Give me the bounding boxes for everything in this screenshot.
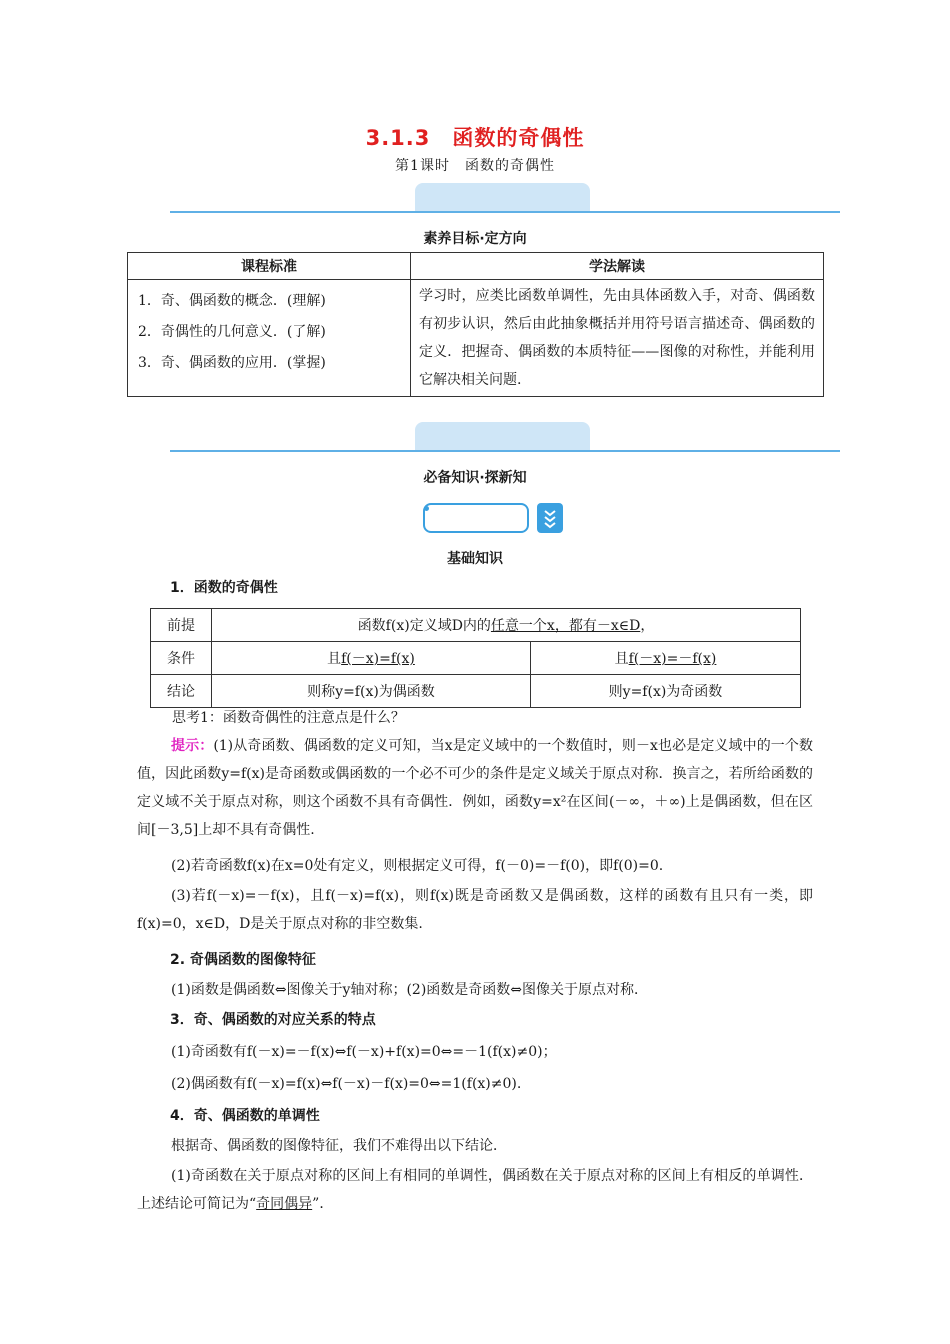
think-question: 思考1：函数奇偶性的注意点是什么？ [172, 710, 405, 726]
page-title: 3.1.3 函数的奇偶性 [365, 126, 585, 150]
section-divider-2 [170, 450, 840, 452]
cond-prefix: 且 [614, 651, 629, 667]
premise-suffix: ， [640, 618, 655, 634]
section-band-1 [170, 183, 840, 213]
section-heading-goals: 素养目标·定方向 [423, 231, 527, 247]
k3-title: 3．奇、偶函数的对应关系的特点 [170, 1012, 376, 1028]
cond-odd-blank: f(－x)=－f(x) [628, 651, 717, 667]
standard-item: 3．奇、偶函数的应用．(掌握) [138, 355, 326, 371]
standards-cell [128, 280, 411, 397]
cond-even-blank: f(－x)=f(x) [341, 651, 415, 667]
section-divider-1 [170, 211, 840, 213]
k2-text: (1)函数是偶函数⇔图像关于y轴对称；(2)函数是奇函数⇔图像关于原点对称． [171, 982, 649, 998]
condition-even-cell [212, 642, 531, 675]
goals-table [127, 252, 824, 397]
hint-label: 提示： [171, 738, 214, 754]
standard-item: 1．奇、偶函数的概念．(理解) [138, 293, 326, 309]
hint-paragraph-1 [137, 732, 813, 844]
sub-heading-basic: 基础知识 [447, 551, 503, 567]
section-heading-knowledge: 必备知识·探新知 [423, 470, 527, 486]
chevron-down-icon [537, 503, 563, 533]
premise-blank: 任意一个x，都有－x∈D [490, 618, 641, 634]
standard-item: 2．奇偶性的几何意义．(了解) [138, 324, 326, 340]
section-band-2 [170, 422, 840, 452]
col-header-standards: 课程标准 [128, 253, 411, 280]
hint-paragraph-2: (2)若奇函数f(x)在x=0处有定义，则根据定义可得，f(－0)=－f(0)，即f(0)=0. [171, 858, 664, 874]
k3-line-1: (1)奇函数有f(－x)=－f(x)⇔f(－x)+f(x)=0⇔=－1(f(x)≠0)； [171, 1044, 557, 1060]
label-pill [423, 503, 529, 533]
k4-title: 4．奇、偶函数的单调性 [170, 1108, 320, 1124]
row-label-condition: 条件 [151, 642, 212, 675]
k3-line-2: (2)偶函数有f(－x)=f(x)⇔f(－x)－f(x)=0⇔=1(f(x)≠0). [171, 1076, 522, 1092]
section-tab-1 [415, 183, 590, 211]
section-tab-2 [415, 422, 590, 450]
cond-prefix: 且 [327, 651, 342, 667]
conclusion-even-cell: 则称y=f(x)为偶函数 [212, 675, 531, 708]
k4-paragraph-1 [137, 1162, 813, 1218]
pill-dot [424, 506, 429, 511]
k4-p1-blank: 奇同偶异 [256, 1196, 313, 1212]
k2-title: 2. 奇偶函数的图像特征 [170, 952, 316, 968]
k4-p1-prefix: (1)奇函数在关于原点对称的区间上有相同的单调性，偶函数在关于原点对称的区间上有相反的单调性．上述结论可简记为“ [137, 1168, 813, 1212]
row-label-premise: 前提 [151, 609, 212, 642]
k4-intro: 根据奇、偶函数的图像特征，我们不难得出以下结论． [171, 1138, 507, 1154]
conclusion-odd-cell: 则y=f(x)为奇函数 [531, 675, 801, 708]
hint-text-1: (1)从奇函数、偶函数的定义可知，当x是定义域中的一个数值时，则－x也必是定义域中的一个数值，因此函数y=f(x)是奇函数或偶函数的一个必不可少的条件是定义域关于原点对称．换言之，若所给函数的定义域不关于原点对称，则这个函数不具有奇偶性．例如，函数y=x²在区间(－∞，＋∞)上是偶函数，但在区间[－3,5]上却不具有奇偶性. [137, 738, 814, 838]
k1-title: 1．函数的奇偶性 [170, 580, 278, 596]
col-header-reading: 学法解读 [411, 253, 824, 280]
row-label-conclusion: 结论 [151, 675, 212, 708]
reading-cell: 学习时，应类比函数单调性，先由具体函数入手，对奇、偶函数有初步认识，然后由此抽象概括并用符号语言描述奇、偶函数的定义．把握奇、偶函数的本质特征——图像的对称性，并能利用它解决相关问题. [411, 280, 824, 397]
premise-prefix: 函数f(x)定义域D内的 [357, 618, 491, 634]
condition-odd-cell [531, 642, 801, 675]
page-subtitle: 第1课时 函数的奇偶性 [395, 158, 555, 174]
k4-p1-suffix: ”． [312, 1196, 334, 1212]
hint-paragraph-3: (3)若f(－x)=－f(x)，且f(－x)=f(x)，则f(x)既是奇函数又是偶函数，这样的函数有且只有一类，即f(x)=0，x∈D，D是关于原点对称的非空数集. [137, 888, 813, 932]
premise-cell [212, 609, 801, 642]
parity-table [150, 608, 801, 708]
